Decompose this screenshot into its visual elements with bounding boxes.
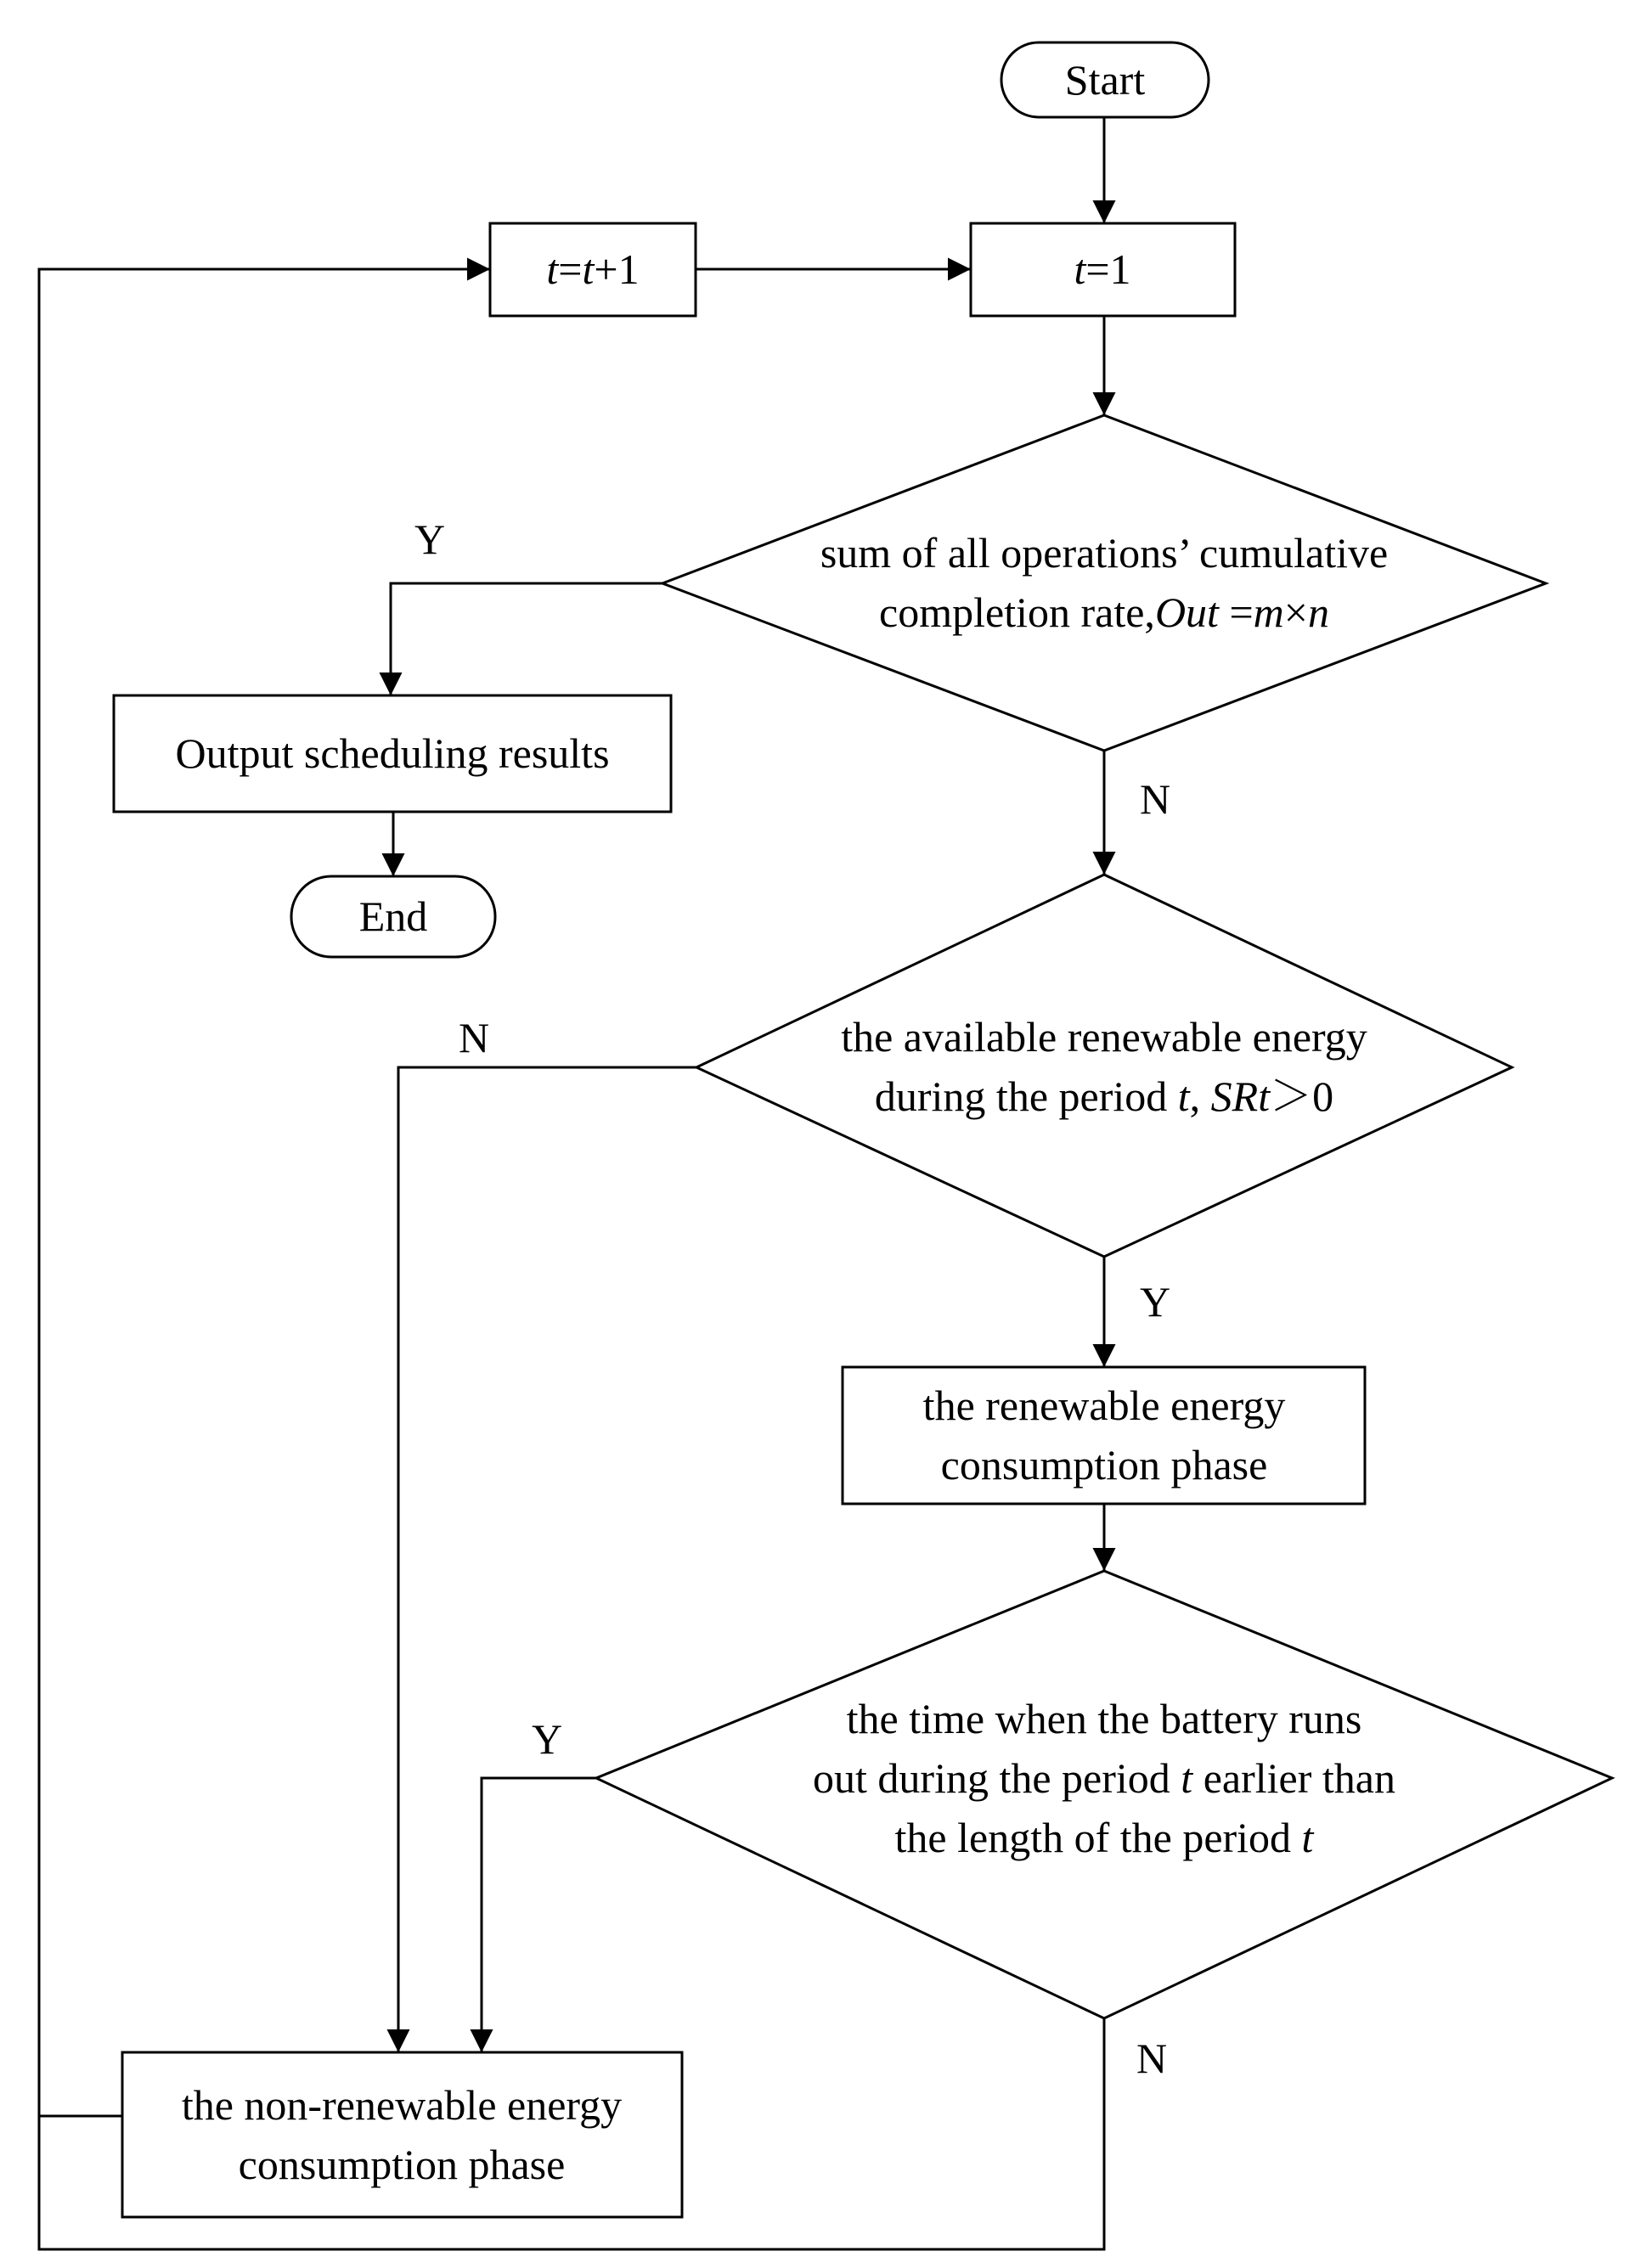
battery-no-label: N	[1136, 2034, 1168, 2082]
completion-decision-line2: completion rate,Out =m×n	[879, 588, 1329, 636]
connector-renewable-no-to-nonrenewable	[398, 1067, 696, 2052]
battery-yes-label: Y	[531, 1715, 563, 1763]
battery-decision-line1: the time when the battery runs	[846, 1695, 1362, 1742]
nonrenewable-phase-line1: the non-renewable energy	[181, 2081, 623, 2129]
renewable-decision-line1: the available renewable energy	[841, 1013, 1367, 1061]
renewable-decision-label	[841, 1007, 1367, 1126]
renewable-decision-line2: during the period t, SRt＞0	[874, 1072, 1334, 1120]
renewable-phase-line2: consumption phase	[940, 1441, 1268, 1489]
battery-decision-label	[813, 1689, 1395, 1867]
battery-decision-line3: the length of the period t	[894, 1814, 1314, 1861]
battery-decision-line2: out during the period t earlier than	[813, 1754, 1395, 1802]
t-init-label: t=1	[1074, 245, 1131, 293]
t-increment-label: t=t+1	[546, 245, 640, 293]
start-label: Start	[1064, 56, 1146, 104]
renewable-phase-line1: the renewable energy	[922, 1382, 1286, 1429]
renewable-phase-label	[923, 1376, 1286, 1494]
output-results-label: Output scheduling results	[175, 729, 610, 777]
renewable-no-label: N	[458, 1014, 490, 1061]
renewable-yes-label: Y	[1139, 1278, 1171, 1325]
end-label: End	[358, 892, 428, 940]
completion-decision-label	[820, 523, 1388, 642]
completion-decision-line1: sum of all operations’ cumulative	[820, 529, 1389, 577]
nonrenewable-phase-line2: consumption phase	[238, 2141, 566, 2188]
completion-yes-label: Y	[414, 515, 446, 563]
nonrenewable-phase-label	[182, 2075, 622, 2194]
connector-battery-yes-to-nonrenewable	[482, 1778, 596, 2052]
connector-completion-yes-to-output	[391, 583, 662, 695]
completion-no-label: N	[1139, 775, 1171, 823]
